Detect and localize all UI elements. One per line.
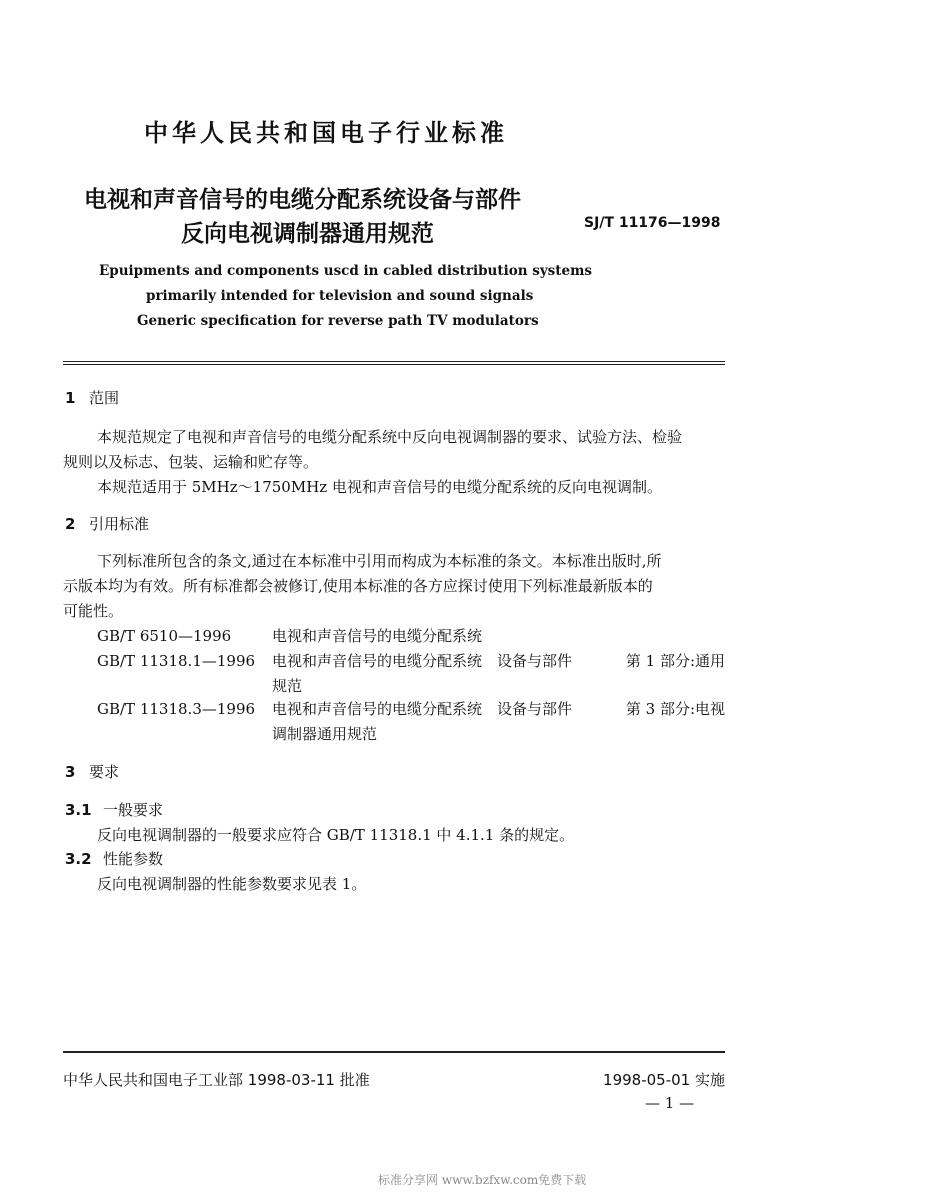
section-2-para-line3: 可能性。 xyxy=(63,602,124,620)
section-1-para1-line2: 规则以及标志、包装、运输和贮存等。 xyxy=(63,453,319,471)
section-1-para1-line1: 本规范规定了电视和声音信号的电缆分配系统中反向电视调制器的要求、试验方法、检验 xyxy=(97,428,683,446)
document-title-line2: 反向电视调制器通用规范 xyxy=(181,221,434,247)
org-title: 中华人民共和国电子行业标准 xyxy=(144,119,508,147)
section-3-heading xyxy=(65,761,119,782)
reference-part: 第 1 部分:通用 xyxy=(625,652,725,670)
subsection-3-2-number: 3.2 xyxy=(65,850,92,868)
subsection-3-1-text: 反向电视调制器的一般要求应符合 GB/T 11318.1 中 4.1.1 条的规定。 xyxy=(97,826,575,844)
reference-title-cont: 调制器通用规范 xyxy=(272,725,378,743)
section-1-heading xyxy=(65,387,119,408)
english-title-line2: primarily intended for television and sound signals xyxy=(146,288,534,304)
english-title-line3: Generic specification for reverse path TV modulators xyxy=(137,313,539,329)
subsection-3-1-title: 一般要求 xyxy=(103,801,164,819)
section-1-para2: 本规范适用于 5MHz～1750MHz 电视和声音信号的电缆分配系统的反向电视调制。 xyxy=(97,478,662,496)
subsection-3-2-title: 性能参数 xyxy=(103,850,164,868)
english-title-line1: Epuipments and components uscd in cabled distribution systems xyxy=(99,263,592,279)
reference-part: 第 3 部分:电视 xyxy=(625,700,725,718)
document-title-line1: 电视和声音信号的电缆分配系统设备与部件 xyxy=(84,187,521,213)
section-2-para-line2: 示版本均为有效。所有标准都会被修订,使用本标准的各方应探讨使用下列标准最新版本的 xyxy=(63,577,653,595)
subsection-3-1-heading xyxy=(65,799,163,820)
approval-info: 中华人民共和国电子工业部 1998-03-11 批准 xyxy=(63,1071,370,1089)
reference-title: 电视和声音信号的电缆分配系统 设备与部件 xyxy=(272,652,573,670)
header-divider xyxy=(63,361,725,365)
section-3-number: 3 xyxy=(65,763,76,781)
footer-divider xyxy=(63,1051,725,1053)
reference-title: 电视和声音信号的电缆分配系统 xyxy=(272,627,483,645)
reference-code: GB/T 11318.1—1996 xyxy=(97,652,256,670)
subsection-3-1-number: 3.1 xyxy=(65,801,92,819)
section-1-title: 范围 xyxy=(89,389,120,407)
watermark: 标准分享网 www.bzfxw.com免费下载 xyxy=(378,1173,587,1187)
subsection-3-2-heading xyxy=(65,848,163,869)
section-3-title: 要求 xyxy=(89,763,120,781)
page-number: — 1 — xyxy=(645,1094,695,1112)
section-2-title: 引用标准 xyxy=(89,515,150,533)
reference-title: 电视和声音信号的电缆分配系统 设备与部件 xyxy=(272,700,573,718)
subsection-3-2-text: 反向电视调制器的性能参数要求见表 1。 xyxy=(97,875,367,893)
section-2-heading xyxy=(65,513,149,534)
section-2-number: 2 xyxy=(65,515,76,533)
reference-title-cont: 规范 xyxy=(272,677,303,695)
reference-code: GB/T 6510—1996 xyxy=(97,627,232,645)
section-2-para-line1: 下列标准所包含的条文,通过在本标准中引用而构成为本标准的条文。本标准出版时,所 xyxy=(97,552,662,570)
effective-date: 1998-05-01 实施 xyxy=(603,1071,725,1089)
standard-number: SJ/T 11176—1998 xyxy=(584,215,721,231)
reference-code: GB/T 11318.3—1996 xyxy=(97,700,256,718)
section-1-number: 1 xyxy=(65,389,76,407)
